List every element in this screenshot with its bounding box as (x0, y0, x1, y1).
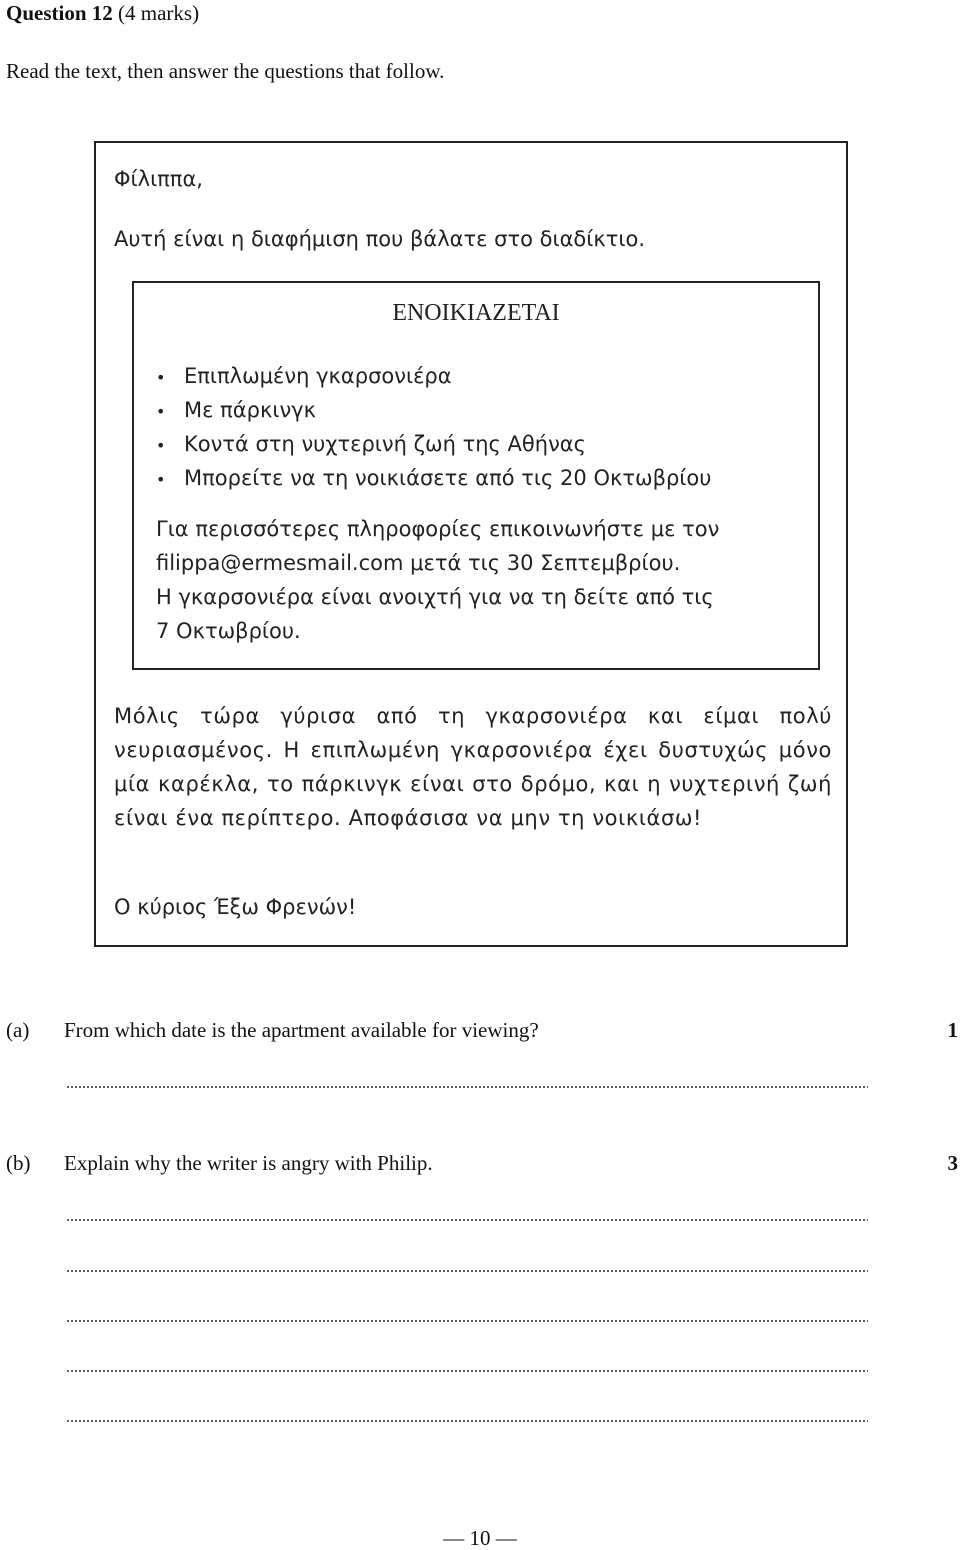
question-b-text: Explain why the writer is angry with Philip. (64, 1151, 433, 1175)
advertisement-contact (156, 512, 816, 648)
letter-reply: Μόλις τώρα γύρισα από τη γκαρσονιέρα και είμαι πολύ νευριασμένος. Η επιπλωμένη γκαρσονιέρα έχει δυστυχώς μόνο μία καρέκλα, το πάρκινγκ είναι στο δρόμο, και η νυχτερινή ζωή είναι ένα περίπτερο. Αποφάσισα να μην τη νοικιάσω! (114, 704, 832, 830)
answer-line-b[interactable] (66, 1420, 868, 1422)
advertisement-title: ΕΝΟΙΚΙΑΖΕΤΑΙ (392, 300, 560, 326)
instruction: Read the text, then answer the questions that follow. (6, 59, 445, 83)
advertisement-box (132, 281, 820, 670)
question-b-marks: 3 (947, 1151, 958, 1175)
bullet-icon: • (156, 470, 166, 489)
advertisement-features (156, 359, 711, 495)
advertisement-item: • Επιπλωμένη γκαρσονιέρα (156, 359, 711, 393)
contact-line: Για περισσότερες πληροφορίες επικοινωνήστε με τον (156, 517, 720, 541)
contact-line: filippa@ermesmail.com μετά τις 30 Σεπτεμβρίου. (156, 551, 681, 575)
advertisement-item: • Κοντά στη νυχτερινή ζωή της Αθήνας (156, 427, 711, 461)
question-marks: (4 marks) (118, 1, 200, 25)
bullet-icon: • (156, 368, 166, 387)
letter-box (94, 141, 848, 947)
answer-line-a[interactable] (66, 1086, 868, 1088)
advertisement-item: • Με πάρκινγκ (156, 393, 711, 427)
question-a-marks: 1 (947, 1018, 958, 1042)
question-a-label: (a) (6, 1018, 30, 1042)
advertisement-item: • Μπορείτε να τη νοικιάσετε από τις 20 Οκτωβρίου (156, 461, 711, 495)
page-number: — 10 — (443, 1526, 517, 1550)
bullet-icon: • (156, 436, 166, 455)
letter-salutation: Φίλιππα, (114, 167, 203, 191)
question-a-text: From which date is the apartment available for viewing? (64, 1018, 539, 1042)
letter-intro: Αυτή είναι η διαφήμιση που βάλατε στο διαδίκτιο. (114, 227, 646, 251)
letter-signature: Ο κύριος Έξω Φρενών! (114, 895, 357, 919)
contact-line: Η γκαρσονιέρα είναι ανοιχτή για να τη δείτε από τις (156, 585, 714, 609)
contact-line: 7 Οκτωβρίου. (156, 619, 301, 643)
question-b-label: (b) (6, 1151, 31, 1175)
answer-line-b[interactable] (66, 1270, 868, 1272)
answer-line-b[interactable] (66, 1219, 868, 1221)
question-number: Question 12 (6, 1, 113, 25)
answer-line-b[interactable] (66, 1320, 868, 1322)
question-header (6, 0, 199, 26)
answer-line-b[interactable] (66, 1370, 868, 1372)
bullet-icon: • (156, 402, 166, 421)
